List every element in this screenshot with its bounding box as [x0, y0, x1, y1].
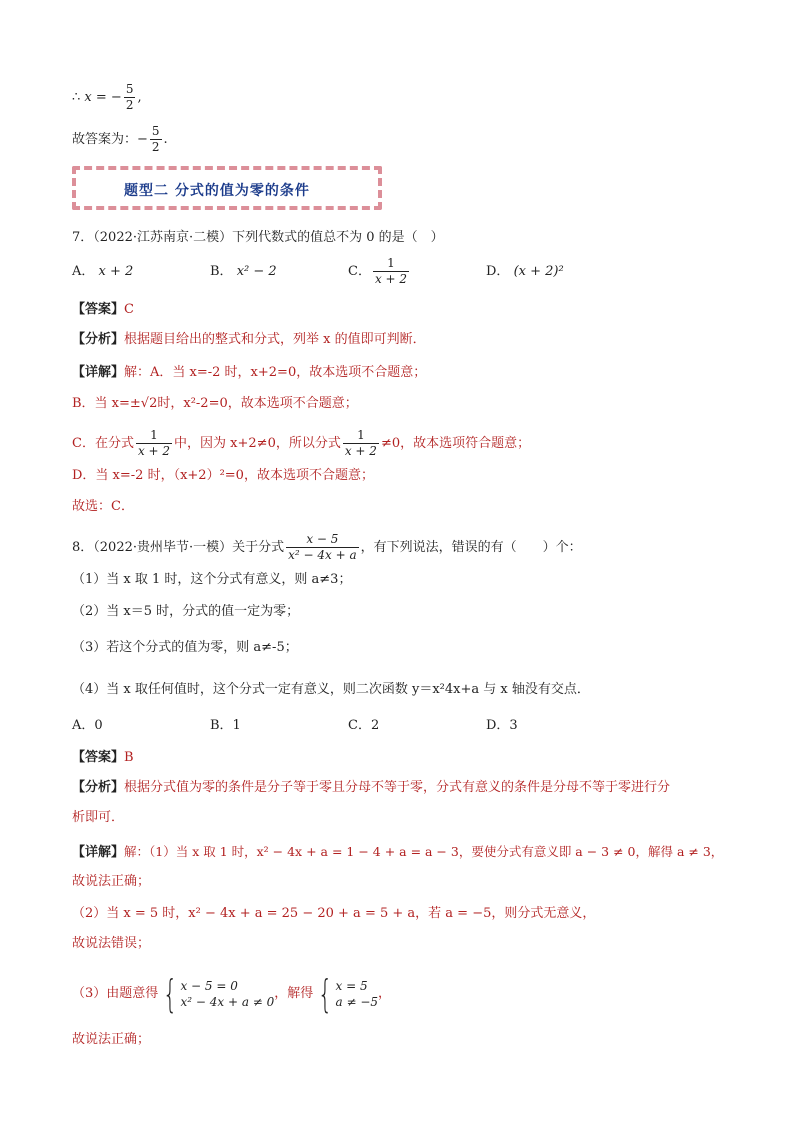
q8-detail-1	[72, 842, 723, 863]
q7-choose: 故选：C．	[72, 499, 134, 514]
q8-detail-3-conclusion: 故说法正确；	[72, 1032, 151, 1047]
system-brace-1: { x − 5 = 0 x² − 4x + a ≠ 0	[163, 971, 275, 1016]
system-row: x² − 4x + a ≠ 0	[180, 994, 275, 1009]
x-equals: x = −	[84, 90, 122, 105]
q7-option-d	[486, 262, 564, 282]
detail-tag: 【详解】	[72, 845, 125, 860]
option-label: A．	[72, 264, 95, 279]
q7-option-c	[348, 256, 411, 287]
q8-detail-1-conclusion: 故说法正确；	[72, 874, 151, 889]
system-row: a ≠ −5	[335, 994, 379, 1009]
option-c-fraction	[373, 256, 409, 287]
q7-option-a	[72, 262, 133, 282]
q7-detail-a	[72, 363, 426, 383]
detail-text: 解：A．当 x=-2 时，x+2=0，故本选项不合题意；	[124, 365, 427, 380]
option-label: B．	[210, 264, 233, 279]
detail-text: 解：（1）当 x 取 1 时，x² − 4x + a = 1 − 4 + a = a − 3，要使分式有意义即 a − 3 ≠ 0，解得 a ≠ 3，	[124, 844, 724, 859]
fraction-answer	[150, 124, 162, 155]
q8-statement-2: （2）当 x＝5 时，分式的值一定为零；	[72, 604, 300, 619]
q7-stem: 7．（2022·江苏南京·二模）下列代数式的值总不为 0 的是（ ）	[72, 230, 444, 245]
frac-den: 2	[151, 140, 160, 154]
detail-text: （3）由题意得	[72, 986, 159, 1001]
analysis-text: 根据题目给出的整式和分式，列举 x 的值即可判断．	[124, 332, 426, 347]
q7-option-b	[210, 262, 277, 282]
therefore-line: ∴ x = − $\frac{5}{2}$ ,	[72, 82, 142, 112]
q8-detail-2-conclusion: 故说法错误；	[72, 936, 151, 951]
fraction-c	[136, 428, 172, 459]
frac-num: x − 5	[306, 532, 339, 546]
frac-den: x² − 4x + a	[288, 548, 357, 562]
q7-detail-d: D．当 x=-2 时，（x+2）²=0，故本选项不合题意；	[72, 468, 374, 483]
option-label: D．	[486, 264, 510, 279]
frac-num: 1	[357, 428, 365, 442]
system-brace-2: { x = 5 a ≠ −5	[318, 971, 379, 1016]
section-title: 题型二 分式的值为零的条件	[124, 183, 310, 199]
frac-num: 5	[151, 124, 160, 138]
frac-den: x + 2	[137, 444, 171, 458]
q8-option-b: B．1	[210, 718, 241, 733]
therefore-symbol: ∴	[72, 90, 81, 105]
q7-detail-c	[72, 428, 530, 459]
detail-text: ，解得	[274, 986, 314, 1001]
frac-num: 1	[150, 428, 158, 442]
option-label: C．	[348, 264, 371, 279]
analysis-text: 根据分式值为零的条件是分子等于零且分母不等于零，分式有意义的条件是分母不等于零进行分	[124, 780, 671, 795]
q8-option-d: D．3	[486, 718, 518, 733]
section-title-box	[72, 166, 382, 210]
detail-text: C．在分式	[72, 436, 134, 451]
answer-tag: 【答案】	[72, 750, 125, 765]
fraction-five-halves	[124, 82, 136, 113]
q8-statement-4: （4）当 x 取任何值时，这个分式一定有意义，则二次函数 y＝x²4x+a 与 x 轴没有交点．	[72, 682, 590, 697]
detail-text: 中，因为 x+2≠0，所以分式	[174, 436, 341, 451]
q7-detail-b: B．当 x=±√2时，x²-2=0，故本选项不合题意；	[72, 396, 358, 411]
frac-num: 1	[387, 256, 395, 270]
system-row: x − 5 = 0	[180, 978, 238, 993]
q8-statement-3: （3）若这个分式的值为零，则 a≠-5；	[72, 640, 298, 655]
q8-statement-1: （1）当 x 取 1 时，这个分式有意义，则 a≠3；	[72, 572, 352, 587]
q8-analysis	[72, 778, 670, 798]
q8-option-c: C．2	[348, 718, 380, 733]
q8-answer	[72, 748, 134, 768]
frac-num: 5	[125, 82, 134, 96]
q8-fraction	[286, 532, 359, 563]
option-expr: x + 2	[98, 264, 134, 279]
stem-text: ，有下列说法，错误的有（ ）个：	[360, 540, 582, 555]
q8-option-a: A．0	[72, 718, 103, 733]
analysis-tag: 【分析】	[72, 332, 125, 347]
q7-analysis	[72, 330, 426, 350]
detail-tag: 【详解】	[72, 365, 125, 380]
q8-detail-3	[72, 971, 392, 1016]
answer-line: 故答案为：− $\frac{5}{2}$ .	[72, 124, 168, 154]
frac-den: x + 2	[344, 444, 377, 458]
answer-value: B	[124, 750, 134, 765]
q8-analysis-cont: 析即可．	[72, 810, 125, 825]
frac-den: 2	[125, 98, 134, 112]
answer-tag: 【答案】	[72, 302, 125, 317]
q7-answer	[72, 300, 134, 320]
option-expr: (x + 2)²	[513, 264, 564, 279]
analysis-tag: 【分析】	[72, 780, 125, 795]
option-expr: x² − 2	[236, 264, 277, 279]
answer-value: C	[124, 302, 134, 317]
detail-text: ≠0，故本选项符合题意；	[380, 436, 531, 451]
detail-text: ，	[378, 986, 392, 1001]
fraction-c-2	[343, 428, 379, 459]
frac-den: x + 2	[374, 272, 408, 286]
stem-text: 8．（2022·贵州毕节·一模）关于分式	[72, 540, 285, 555]
q8-stem	[72, 532, 582, 563]
q8-detail-2: （2）当 x = 5 时，x² − 4x + a = 25 − 20 + a = 5 + a，若 a = −5，则分式无意义，	[72, 906, 596, 921]
answer-label: 故答案为：−	[72, 132, 148, 147]
system-row: x = 5	[335, 978, 368, 993]
